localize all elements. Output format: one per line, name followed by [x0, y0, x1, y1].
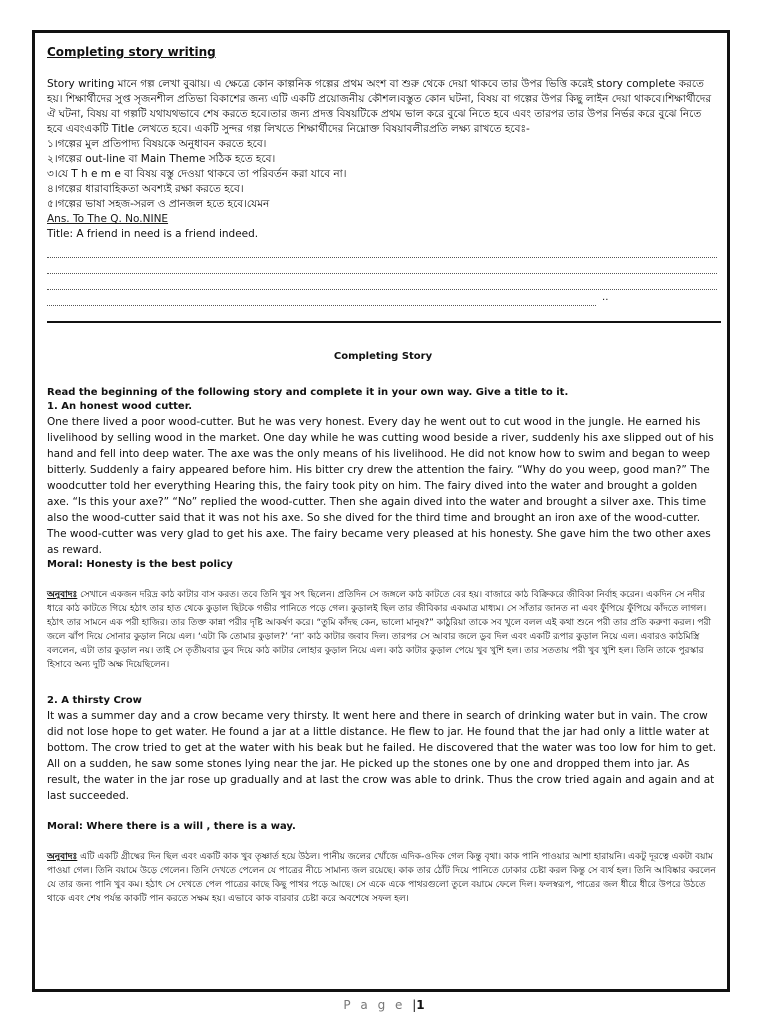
story-1-text: One there lived a poor wood-cutter. But he was very honest. Every day he went out to cut wood in the jungle. He earned his livelihood by selling wood in the market. One day while he was cutting wood beside a river, suddenly his axe slipped out of his hand and fell into deep water. The axe was the only means of his livelihood. He did not know how to swim and began to weep bitterly. Suddenly a fairy appeared before him. His bitter cry drew the attention the fairy. “Why do you weep, good man?” The woodcutter told her everything Hearing this, the fairy took pity on him. The fairy dived into the water and brought a golden axe. “Is this your axe?” “No” replied the wood-cutter. Then she again dived into the water and brought a silver axe. This time also the wood-cutter said that it was not his axe. So she dived for the third time and brought an iron axe of the wood-cutter. The wood-cutter was very glad to get his axe. The fairy became very pleased at his honesty. She gave him the two other axes as reward.	[47, 416, 714, 556]
dotted-answer-line	[47, 258, 717, 274]
answer-reference: Ans. To The Q. No.NINE	[47, 213, 169, 225]
intro-paragraph: Story writing মানে গল্প লেখা বুঝায়। এ ক্ষেত্রে কোন কাল্পনিক গল্পের প্রথম অংশ বা শুরু থেকে দেয়া থাকবে তার উপর ভিত্তি করেই story complete করতে হয়। শিক্ষার্থীদের সুপ্ত সৃজনশীল প্রতিভা বিকাশের জন্য এটি একটি প্রয়োজনীয় কৌশল।বস্তুত কোন ঘটনা, বিষয় বা গল্পের উপর কিছু লাইন দেয়া থাকবে।শিক্ষার্থীদের ঐ ঘটনা, বিষয় বা গল্পটি যথাযথভাবে শেষ করতে হবে।তার জন্য প্রদত্ত বিষয়টিকে প্রথম ভাল করে বুঝে নিতে হবে এবং তারপর তার উপর নির্ভর করে বুঝে নিতে হবে এবংএকটি Title লেখতে হবে। একটি সুন্দর গল্প লিখতে শিক্ষার্থীদের নিম্নোক্ত বিষয়াবলীরপ্রতি লক্ষ্য রাখতে হবেঃ-	[47, 78, 712, 135]
point-3: ৩।যে T h e m e বা বিষয় বস্তু দেওয়া থাকবে তা পরিবর্তন করা যাবে না।	[47, 168, 347, 180]
page-footer	[0, 998, 768, 1012]
completing-story-section	[47, 351, 719, 928]
translation-text: সেখানে একজন দরিদ্র কাঠ কাটার বাস করত। তবে তিনি খুব সৎ ছিলেন। প্রতিদিন সে জঙ্গলে কাঠ কাটতে বের হয়। বাজারে কাঠ বিক্রিকরে জীবিকা নির্বাহ করেন। একদিন সে নদীর ধারে কাঠ কাটতে গিয়ে হঠাৎ তার হাত থেকে কুড়াল ছিটকে গভীর পানিতে পড়ে গেল। কুড়ালই ছিল তার জীবিকার একমাত্র মাধ্যম। সে সাঁতার জানত না এবং ফুঁপিয়ে ফুঁপিয়ে কাঁদতে লাগল। হঠাৎ তার সামনে এক পরী হাজির। তার তিক্ত কান্না পরীর দৃষ্টি আকর্ষণ করে। “তুমি কাঁদছ কেন, ভালো মানুষ?” কাঠুরিয়া তাকে সব খুলে বলল এই কথা শুনে পরী তার প্রতি করুণা করল। পরী জলে ঝাঁপ দিয়ে সোনার কুড়াল নিয়ে এল। ‘এটা কি তোমার কুড়াল?’ ‘না’ কাঠ কাটার জবাব দিল। তারপর সে আবার জলে ডুব দিল এবং একটি রূপার কুড়াল নিয়ে এল। এবারও কাঠমিস্ত্রি বললেন, এটা তার কুড়াল নয়। তাই সে তৃতীয়বার ডুব দিয়ে কাঠ কাটার লোহার কুড়াল নিয়ে এল। কাঠ কাটার কুড়াল পেয়ে খুব খুশি হল। তার সততায় পরী খুব খুশি হল। তিনি তাকে পুরস্কার হিসাবে অন্য দুটি অক্ষ দিয়েছিলেন।	[47, 590, 711, 670]
point-5: ৫।গল্পের ভাষা সহজ-সরল ও প্রানজল হতে হবে।যেমন	[47, 198, 270, 210]
dotted-answer-line	[47, 290, 609, 306]
section-heading: Completing story writing	[47, 45, 216, 59]
story-1-translation	[47, 588, 719, 672]
page-border	[32, 30, 730, 992]
point-1: ১।গল্পের মুল প্রতিপাদ্য বিষয়কে অনুধাবন করতে হবে।	[47, 138, 267, 150]
translation-label: অনুবাদঃ	[47, 590, 78, 600]
section-divider	[47, 321, 721, 323]
story-2-text: It was a summer day and a crow became very thirsty. It went here and there in search of drinking water but in vain. The crow did not lose hope to get water. He found a jar at a little distance. He flew to jar. He found that the jar had only a little water at bottom. The crow tried to get at the water with his beak but he failed. He discovered that the water was too low for him to get. All on a sudden, he saw some stones lying near the jar. He picked up the stones one by one and dropped them into jar. As result, the water in the jar rose up gradually and at last the crow was able to drink. Thus the crow tried again and again and at last succeeded.	[47, 710, 717, 802]
dotted-answer-line	[47, 274, 717, 290]
story-2-moral: Moral: Where there is a will , there is a way.	[47, 821, 296, 832]
instruction: Read the beginning of the following story and complete it in your own way. Give a title to it.	[47, 387, 569, 398]
page-separator: |	[412, 998, 417, 1012]
story-1-moral: Moral: Honesty is the best policy	[47, 559, 233, 570]
story-2-translation	[47, 850, 719, 906]
translation-label: অনুবাদঃ	[47, 852, 78, 862]
point-4: ৪।গল্পের ধারাবাহিকতা অবশ্যই রক্ষা করতে হবে।	[47, 183, 244, 195]
answer-title: Title: A friend in need is a friend indeed.	[47, 228, 259, 240]
story-1-heading: 1. An honest wood cutter.	[47, 401, 192, 412]
completing-story-title: Completing Story	[333, 351, 433, 362]
dotted-answer-line	[47, 242, 717, 258]
intro-section	[47, 45, 717, 306]
point-2: ২।গল্পের out-line বা Main Theme সঠিক হতে হবে।	[47, 153, 276, 165]
translation-text: এটি একটি গ্রীষ্মের দিন ছিল এবং একটি কাক খুব তৃষ্ণার্ত হয়ে উঠল। পানীয় জলের খোঁজে এদিক-ওদিক গেল কিন্তু বৃথা। কাক পানি পাওয়ার আশা হারায়নি। একটু দূরত্বে একটা বয়াম পাওয়া গেল। তিনি বয়ামে উড়ে গেলেন। তিনি দেখতে পেলেন যে পাত্রের নীচে সামান্য জল রয়েছে। কাক তার ঠোঁট দিয়ে পানিতে ঢোকার চেষ্টা করল কিন্তু সে ব্যর্থ হল। তিনি আবিষ্কার করলেন যে তার জন্য পানি খুব কম। হঠাৎ সে দেখতে পেল পাত্রের কাছে কিছু পাথর পড়ে আছে। সে একে একে পাথরগুলো তুলে বয়ামে ফেলে দিল। ফলস্বরূপ, পাত্রের জল ধীরে ধীরে উপরে উঠতে থাকে এবং শেষ পর্যন্ত কাকটি পান করতে সক্ষম হয়। এভাবে কাক বারবার চেষ্টা করে অবশেষে সফল হল।	[47, 852, 716, 904]
story-2-heading: 2. A thirsty Crow	[47, 695, 142, 706]
dots-end: ..	[602, 292, 609, 303]
page-number: 1	[416, 998, 425, 1012]
page-word: P a g e	[343, 998, 406, 1012]
